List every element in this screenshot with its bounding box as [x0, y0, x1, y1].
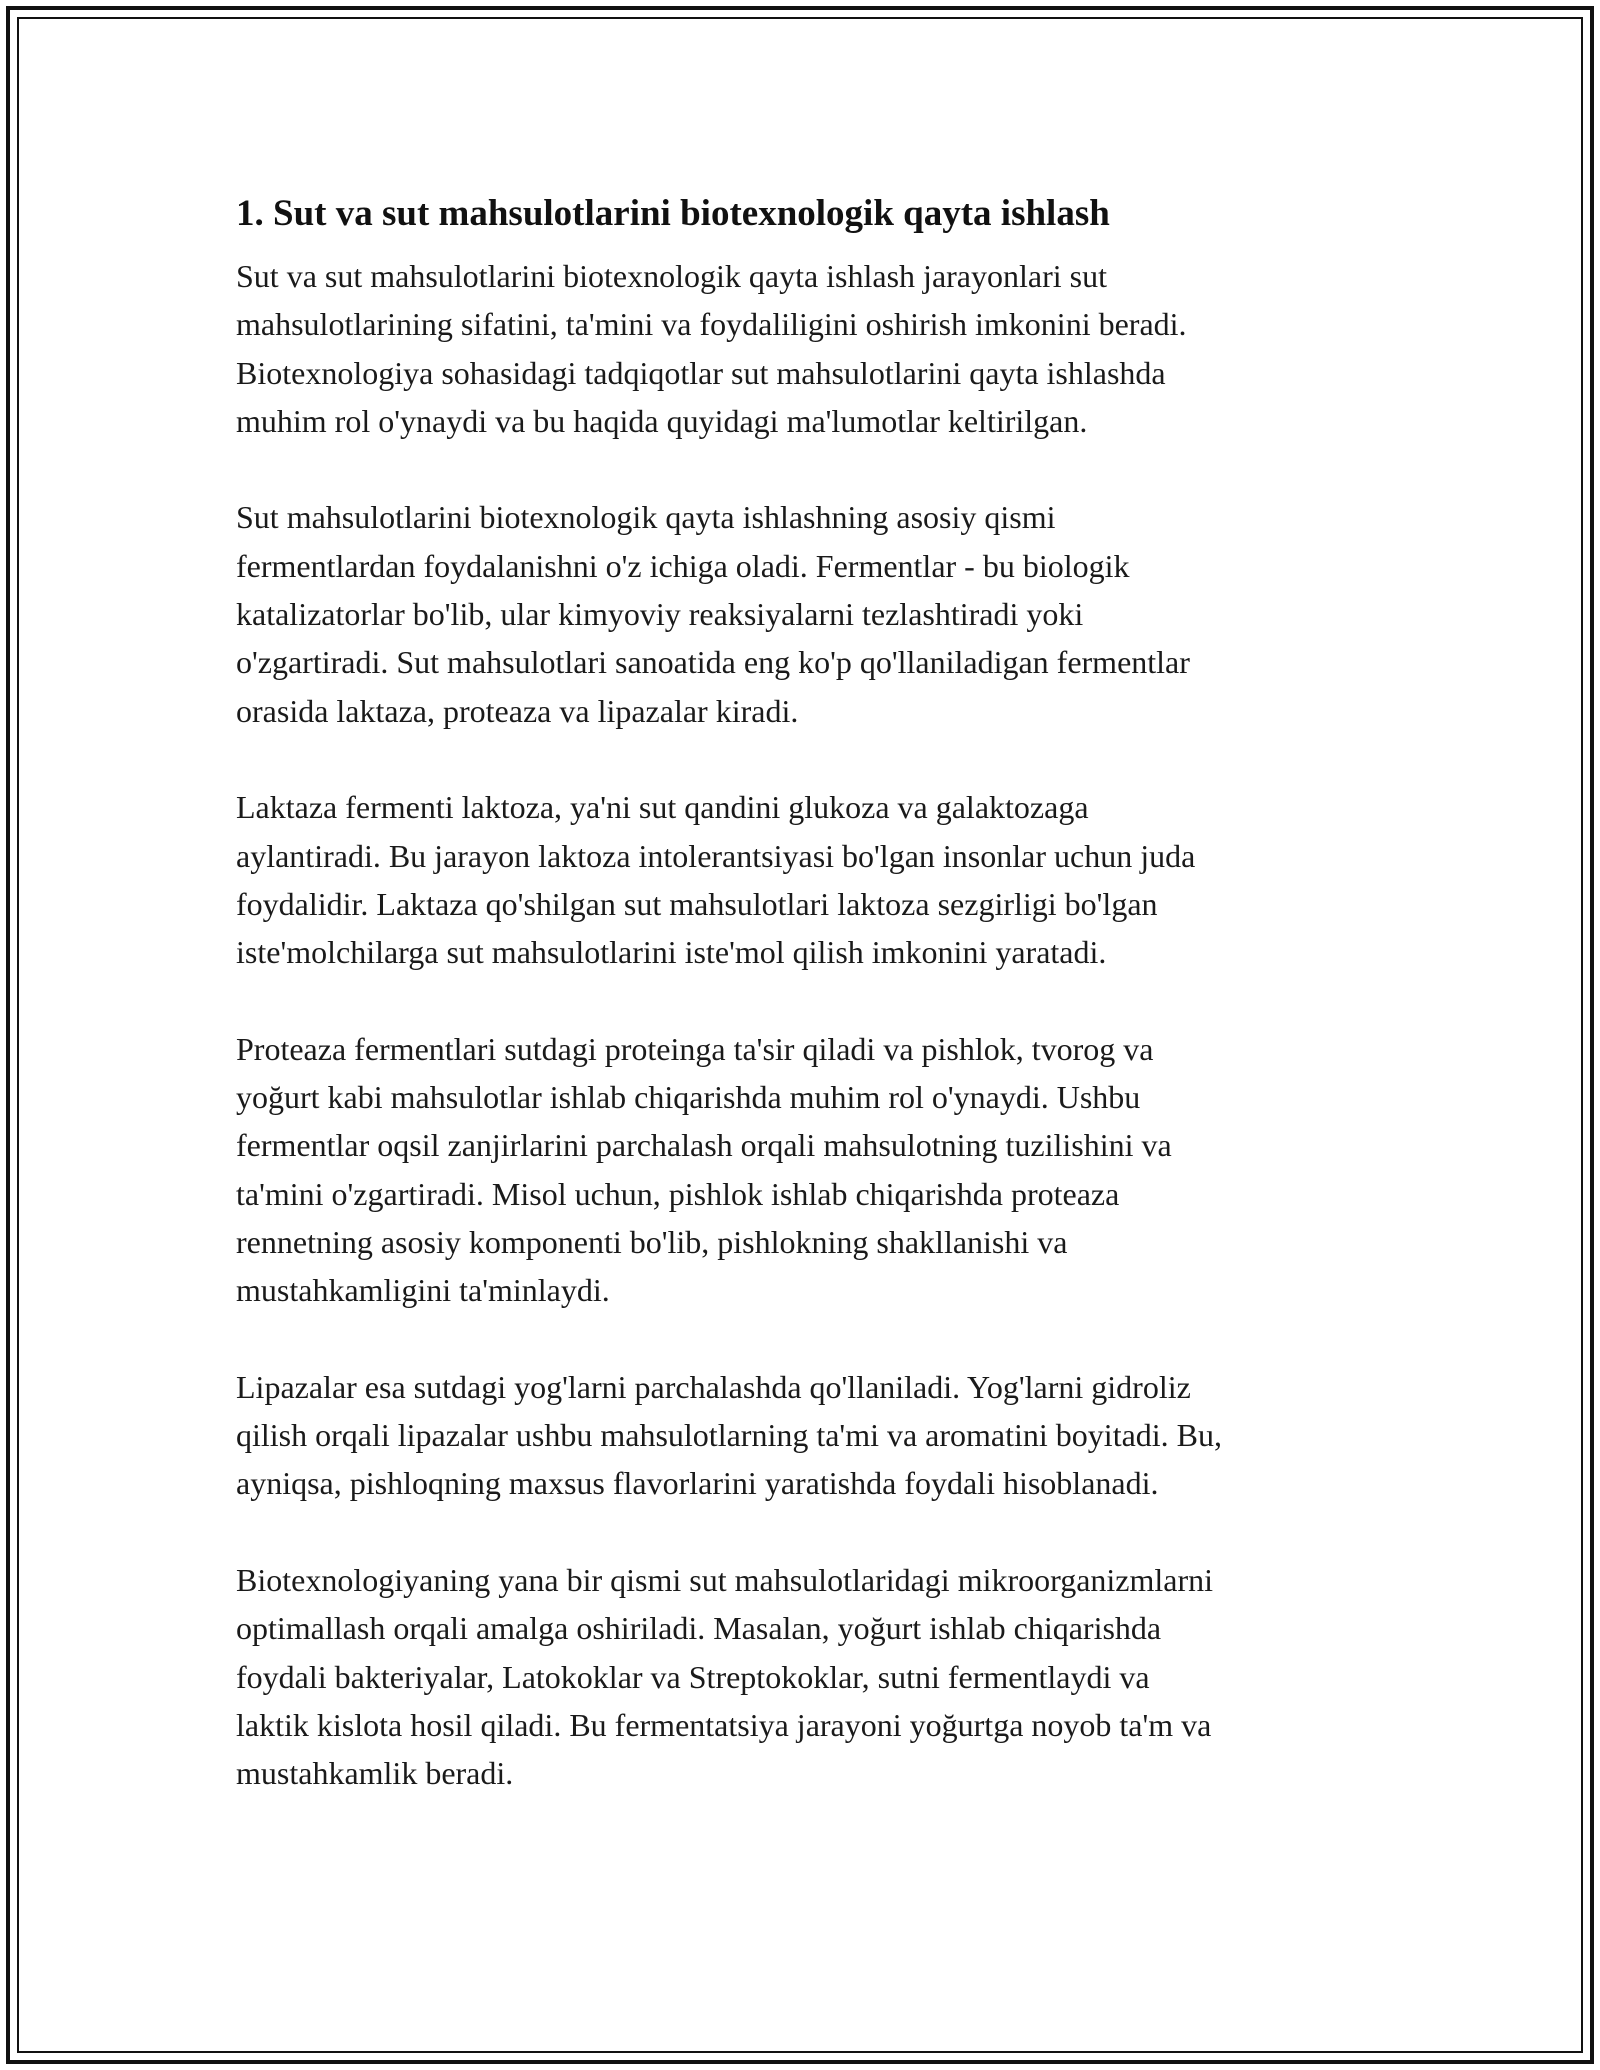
paragraph-lactase: Laktaza fermenti laktoza, ya'ni sut qandini glukoza va galaktozaga aylantiradi. Bu jarayon laktoza intolerantsiyasi bo'lgan insonlar uchun juda foydalidir. Laktaza qo'shilgan sut mahsulotlari laktoza sezgirligi bo'lgan iste'molchilarga sut mahsulotlarini iste'mol qilish imkonini yaratadi. — [236, 789, 1196, 971]
section-title: 1. Sut va sut mahsulotlarini biotexnologik qayta ishlash — [236, 193, 1110, 234]
document-body — [236, 186, 1386, 1846]
paragraph-enzymes: Sut mahsulotlarini biotexnologik qayta ishlashning asosiy qismi fermentlardan foydalanishni o'z ichiga oladi. Fermentlar - bu biologik katalizatorlar bo'lib, ular kimyoviy reaksiyalarni tezlashtiradi yoki o'zgartiradi. Sut mahsulotlari sanoatida eng ko'p qo'llaniladigan fermentlar orasida laktaza, proteaza va lipazalar kiradi. — [236, 499, 1190, 729]
paragraph-intro: Sut va sut mahsulotlarini biotexnologik qayta ishlash jarayonlari sut mahsulotlarining sifatini, ta'mini va foydaliligini oshirish imkonini beradi. Biotexnologiya sohasidagi tadqiqotlar sut mahsulotlarini qayta ishlashda muhim rol o'ynaydi va bu haqida quyidagi ma'lumotlar keltirilgan. — [236, 258, 1187, 439]
paragraph-protease: Proteaza fermentlari sutdagi proteinga ta'sir qiladi va pishlok, tvorog va yoğurt kabi mahsulotlar ishlab chiqarishda muhim rol o'ynaydi. Ushbu fermentlar oqsil zanjirlarini parchalash orqali mahsulotning tuzilishini va ta'mini o'zgartiradi. Misol uchun, pishlok ishlab chiqarishda proteaza rennetning asosiy komponenti bo'lib, pishlokning shakllanishi va mustahkamligini ta'minlaydi. — [236, 1030, 1172, 1309]
paragraph-microorganisms: Biotexnologiyaning yana bir qismi sut mahsulotlaridagi mikroorganizmlarni optimallash orqali amalga oshiriladi. Masalan, yoğurt ishlab chiqarishda foydali bakteriyalar, Latokoklar va Streptokoklar, sutni fermentlaydi va laktik kislota hosil qiladi. Bu fermentatsiya jarayoni yoğurtga noyob ta'm va mustahkamlik beradi. — [236, 1562, 1214, 1792]
paragraph-lipase: Lipazalar esa sutdagi yog'larni parchalashda qo'llaniladi. Yog'larni gidroliz qilish orqali lipazalar ushbu mahsulotlarning ta'mi va aromatini boyitadi. Bu, ayniqsa, pishloqning maxsus flavorlarini yaratishda foydali hisoblanadi. — [236, 1368, 1223, 1502]
